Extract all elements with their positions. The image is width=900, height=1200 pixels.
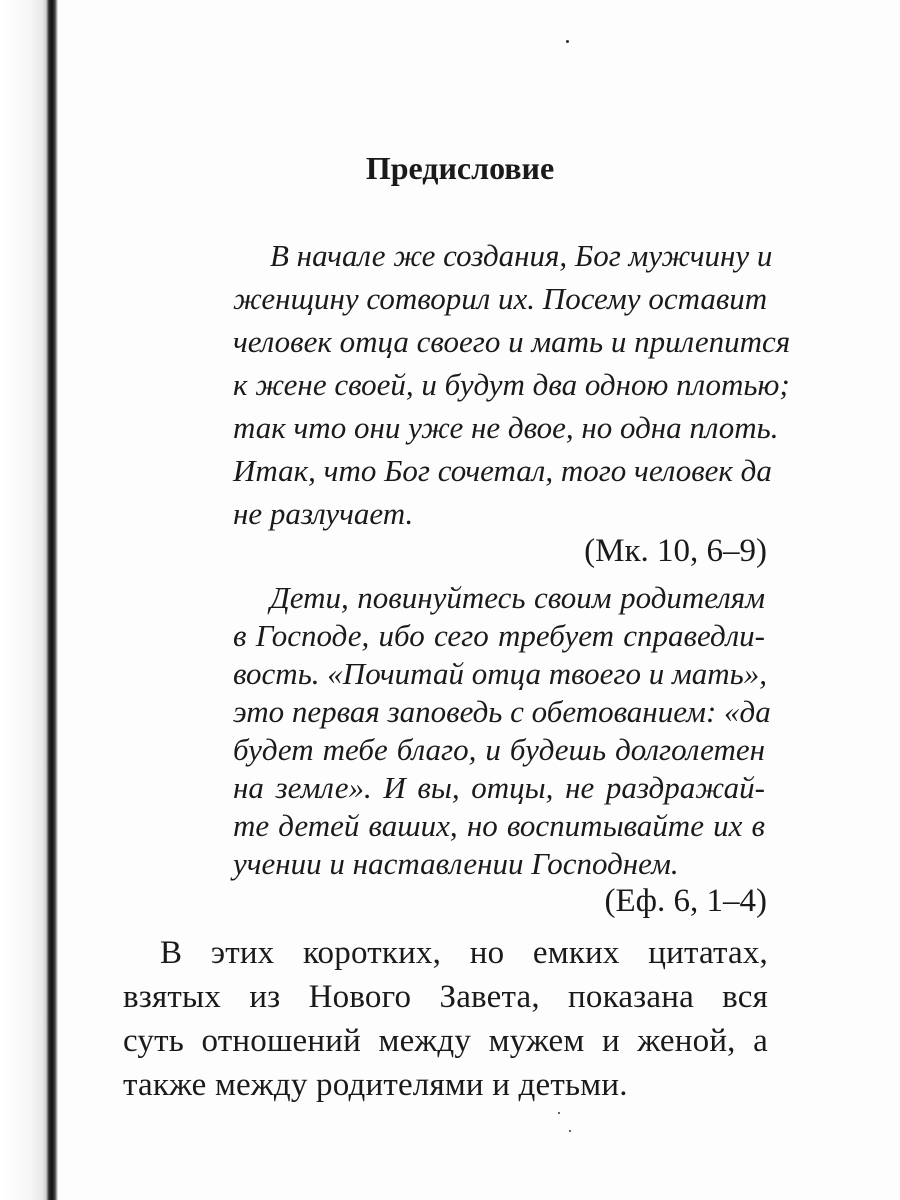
quote2-line: те детей ваших, но воспитывайте их в	[233, 808, 765, 843]
paragraph-line: также между родителями и детьми.	[123, 1067, 628, 1103]
quote2-line: учении и наставлении Господнем.	[233, 846, 679, 881]
paragraph-line: суть отношений между мужем и женой, а	[123, 1023, 768, 1059]
quote1-line: к жене своей, и будут два одною плотью;	[233, 367, 790, 402]
paragraph-line: В этих коротких, но емких цитатах,	[160, 935, 768, 971]
quote2-line: на земле». И вы, отцы, не раздражай-	[233, 770, 765, 805]
quote2-line: вость. «Почитай отца твоего и мать»,	[233, 656, 768, 691]
print-speck	[566, 40, 569, 43]
quote2-line: это первая заповедь с обетованием: «да	[233, 694, 771, 729]
quote1-line: не разлучает.	[233, 496, 414, 531]
print-speck	[558, 1112, 560, 1114]
quote2-reference: (Еф. 6, 1–4)	[604, 883, 767, 919]
quote1-line: человек отца своего и мать и прилепится	[233, 324, 791, 359]
quote1-line: женщину сотворил их. Посему оставит	[233, 281, 768, 316]
quote2-line: будет тебе благо, и будешь долголетен	[233, 732, 765, 767]
print-speck	[569, 1130, 571, 1132]
quote2-line: в Господе, ибо сего требует справедли-	[233, 618, 765, 653]
quote1-line: так что они уже не двое, но одна плоть.	[233, 410, 779, 445]
quote1-reference: (Мк. 10, 6–9)	[584, 533, 767, 569]
page-title: Предисловие	[365, 150, 555, 186]
paragraph-line: взятых из Нового Завета, показана вся	[123, 979, 768, 1015]
quote1-line: Итак, что Бог сочетал, того человек да	[233, 453, 772, 488]
quote1-line: В начале же создания, Бог мужчину и	[270, 238, 773, 273]
quote2-line: Дети, повинуйтесь своим родителям	[270, 580, 765, 615]
